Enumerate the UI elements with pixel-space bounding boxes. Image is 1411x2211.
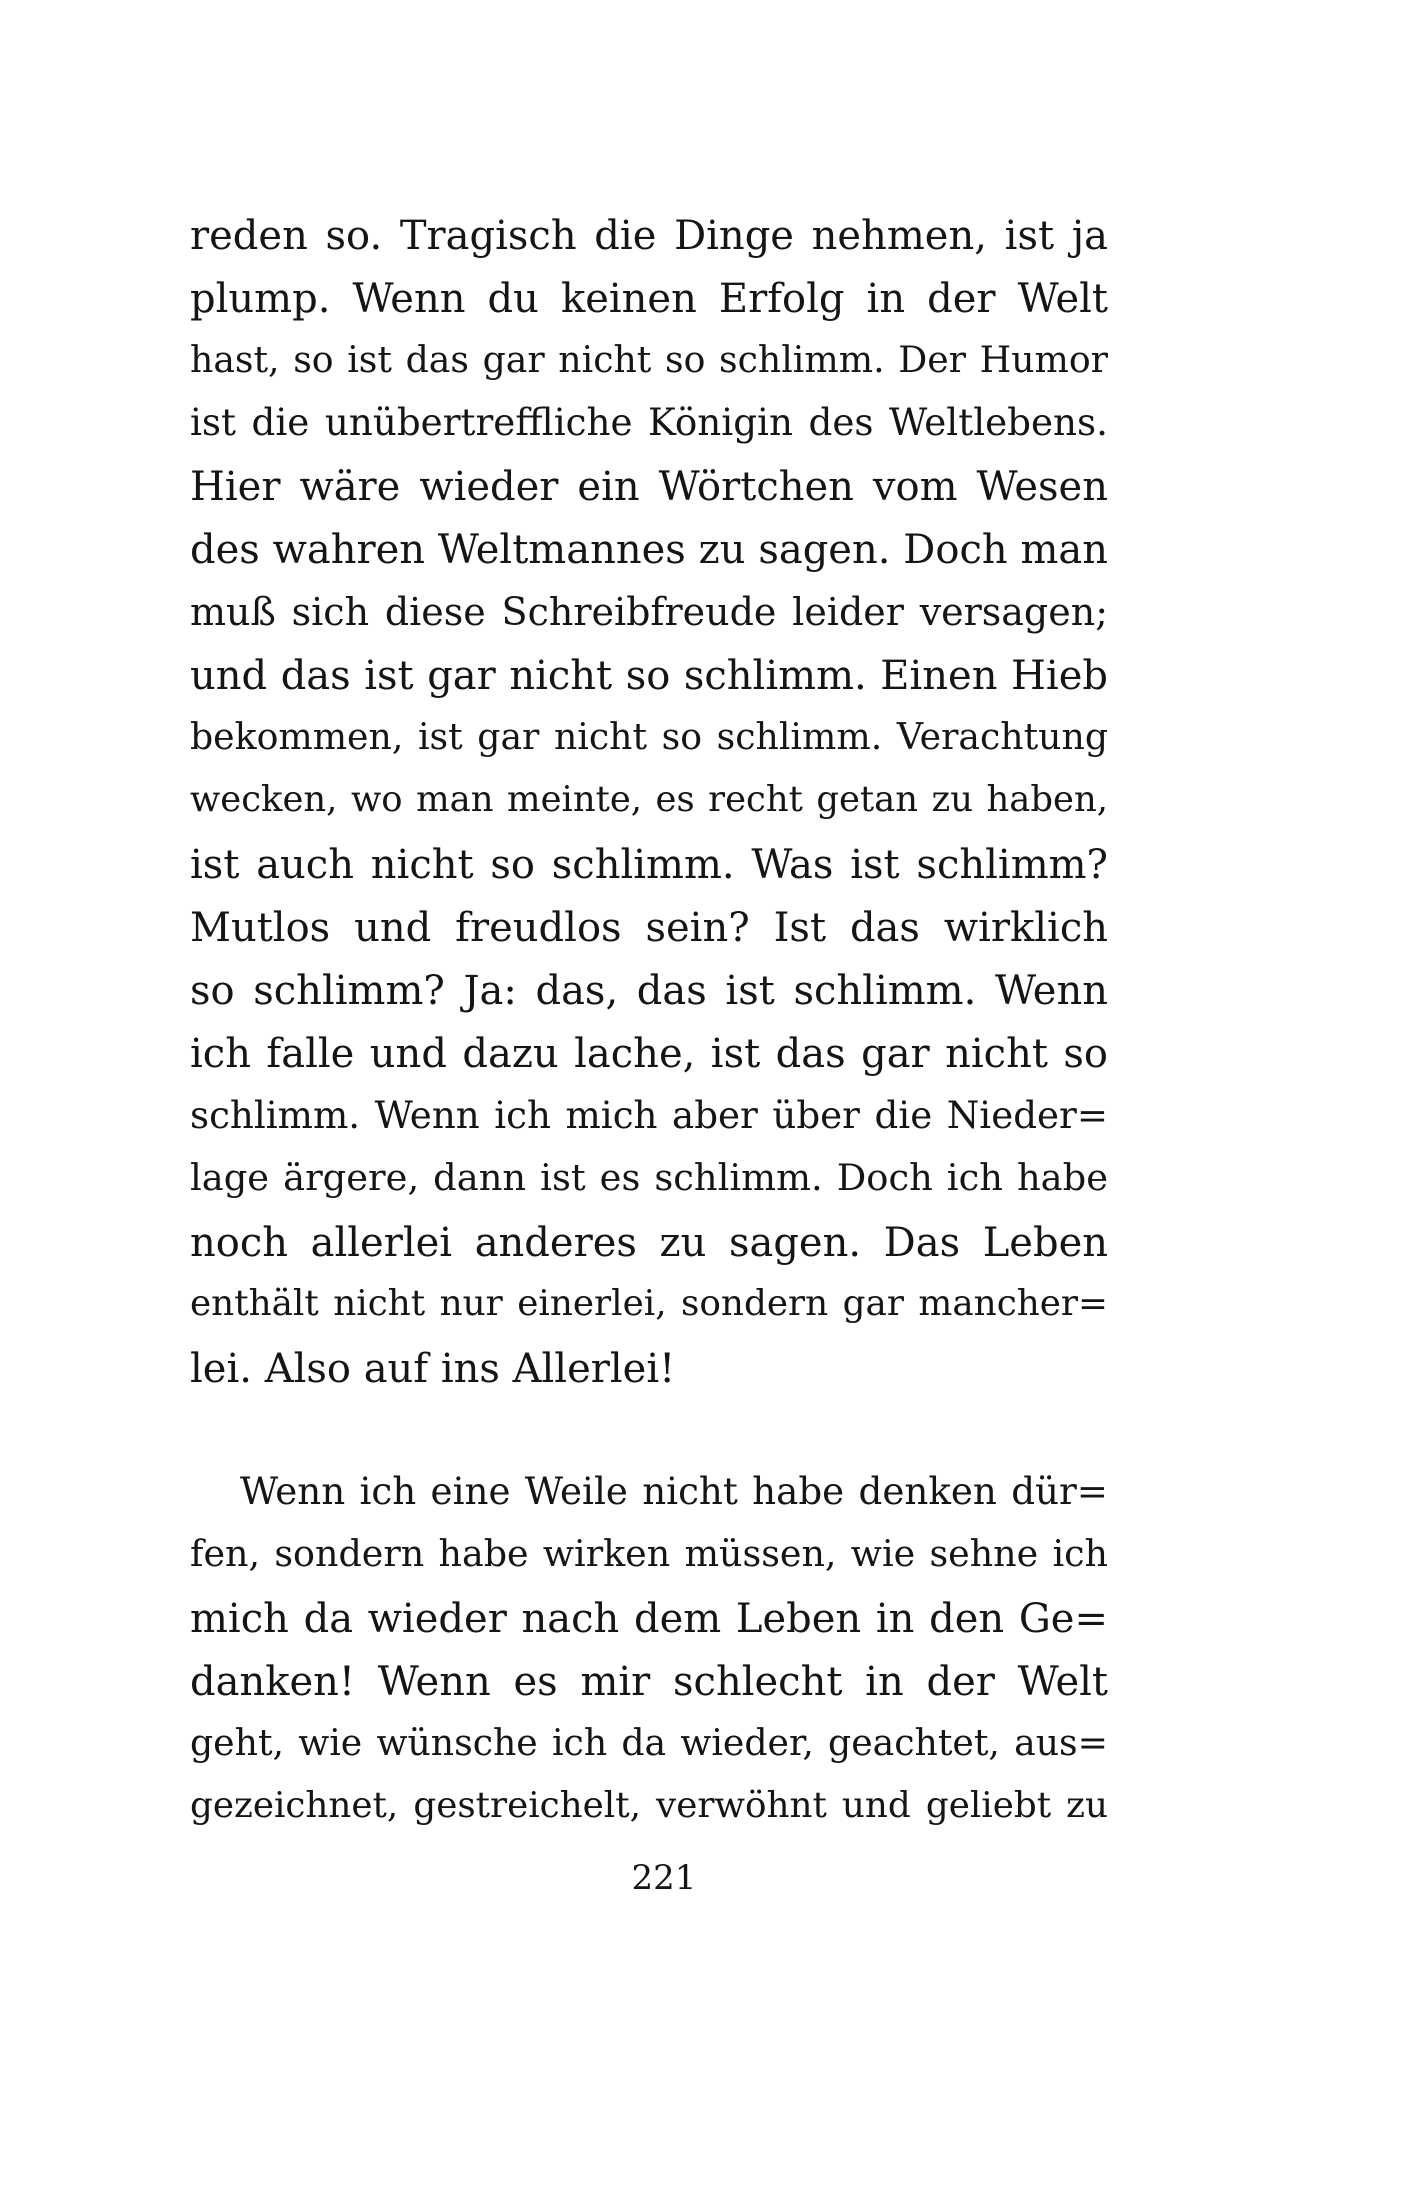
- text-line: ist die unübertreffliche Königin des Weltlebens.: [190, 400, 1108, 444]
- text-line: bekommen, ist gar nicht so schlimm. Verachtung: [190, 715, 1108, 758]
- text-line: hast, so ist das gar nicht so schlimm. Der Humor: [190, 338, 1108, 381]
- text-line: plump. Wenn du keinen Erfolg in der Welt: [190, 276, 1108, 322]
- page-number: 221: [631, 1858, 697, 1898]
- text-line: reden so. Tragisch die Dinge nehmen, ist ja: [190, 213, 1108, 259]
- text-line: des wahren Weltmannes zu sagen. Doch man: [190, 527, 1108, 573]
- text-line: enthält nicht nur einerlei, sondern gar mancher=: [190, 1283, 1108, 1324]
- text-line: lei. Also auf ins Allerlei!: [190, 1346, 676, 1392]
- text-line: so schlimm? Ja: das, das ist schlimm. Wenn: [190, 968, 1108, 1014]
- text-line: Mutlos und freudlos sein? Ist das wirklich: [190, 905, 1108, 951]
- text-line: mich da wieder nach dem Leben in den Ge=: [190, 1596, 1108, 1642]
- text-line: schlimm. Wenn ich mich aber über die Nieder=: [190, 1093, 1108, 1137]
- text-line: ich falle und dazu lache, ist das gar nicht so: [190, 1031, 1108, 1077]
- text-line: danken! Wenn es mir schlecht in der Welt: [190, 1659, 1108, 1705]
- text-line: gezeichnet, gestreichelt, verwöhnt und geliebt zu: [190, 1785, 1108, 1826]
- text-line: Wenn ich eine Weile nicht habe denken dür=: [240, 1469, 1108, 1513]
- text-line: fen, sondern habe wirken müssen, wie sehne ich: [190, 1532, 1108, 1575]
- text-line: noch allerlei anderes zu sagen. Das Leben: [190, 1220, 1108, 1266]
- text-line: und das ist gar nicht so schlimm. Einen Hieb: [190, 653, 1108, 699]
- text-line: ist auch nicht so schlimm. Was ist schlimm?: [190, 842, 1108, 888]
- text-line: geht, wie wünsche ich da wieder, geachtet, aus=: [190, 1721, 1108, 1764]
- text-line: wecken, wo man meinte, es recht getan zu haben,: [190, 779, 1108, 820]
- text-line: lage ärgere, dann ist es schlimm. Doch ich habe: [190, 1156, 1108, 1199]
- text-line: Hier wäre wieder ein Wörtchen vom Wesen: [190, 464, 1108, 510]
- text-line: muß sich diese Schreibfreude leider versagen;: [190, 590, 1108, 634]
